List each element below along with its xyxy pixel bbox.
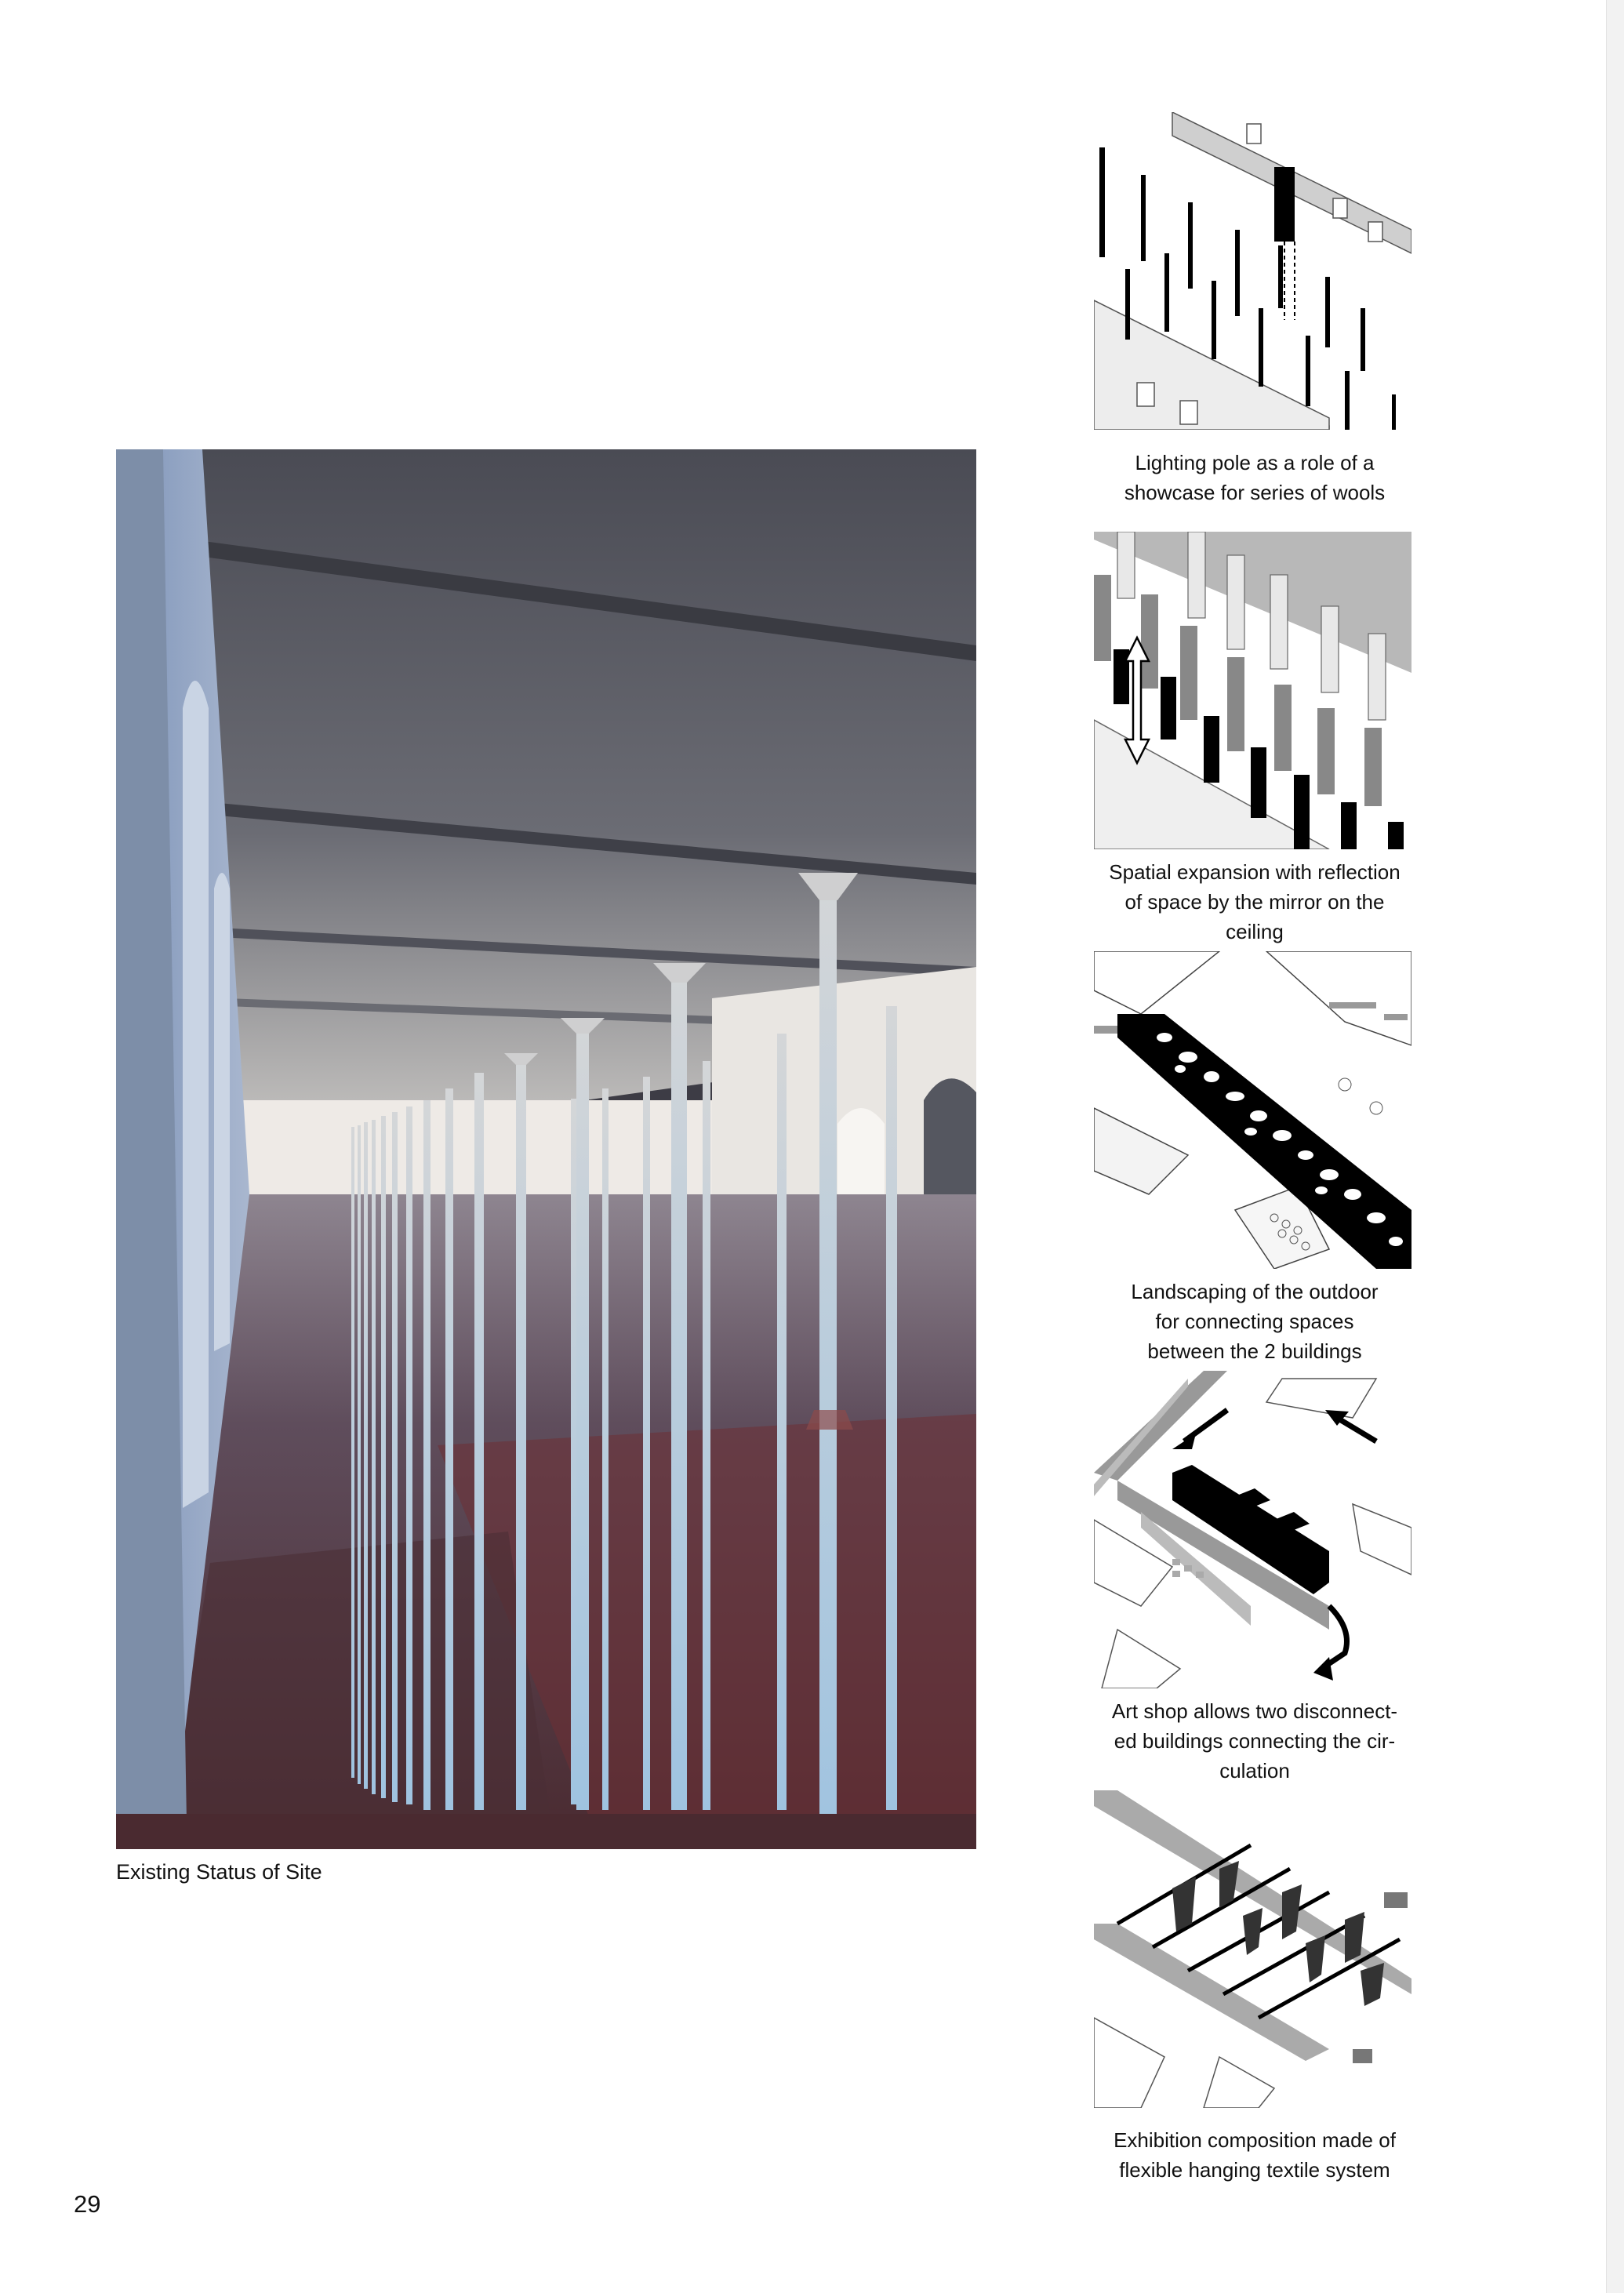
diagram-4-caption [1074, 1696, 1435, 1786]
caption-line: Exhibition composition made of [1114, 2128, 1396, 2152]
caption-line: between the 2 buildings [1147, 1339, 1362, 1363]
caption-line: ed buildings connecting the cir- [1114, 1729, 1396, 1753]
diagram-2-caption [1074, 857, 1435, 947]
mirror-ceiling-diagram [1094, 532, 1411, 849]
caption-line: flexible hanging textile system [1119, 2158, 1390, 2182]
diagram-5-caption [1074, 2125, 1435, 2185]
caption-line: ceiling [1226, 920, 1284, 943]
lighting-pole-diagram [1094, 112, 1411, 430]
caption-line: for connecting spaces [1155, 1310, 1354, 1333]
diagram-3-caption [1074, 1277, 1435, 1366]
textile-exhibition-diagram [1094, 1790, 1411, 2108]
art-shop-diagram [1094, 1371, 1411, 1688]
caption-line: culation [1219, 1759, 1290, 1782]
landscaping-diagram [1094, 951, 1411, 1269]
caption-line: showcase for series of wools [1124, 481, 1386, 504]
caption-line: of space by the mirror on the [1124, 890, 1385, 914]
caption-line: Art shop allows two disconnect- [1111, 1699, 1398, 1723]
caption-line: Lighting pole as a role of a [1135, 451, 1375, 474]
diagram-1-caption [1074, 448, 1435, 507]
page-number: 29 [74, 2190, 101, 2218]
caption-line: Landscaping of the outdoor [1131, 1280, 1379, 1303]
site-photo [116, 449, 976, 1849]
caption-line: Spatial expansion with reflection [1109, 860, 1401, 884]
page-edge [1606, 0, 1624, 2293]
photo-caption: Existing Status of Site [116, 1860, 322, 1884]
